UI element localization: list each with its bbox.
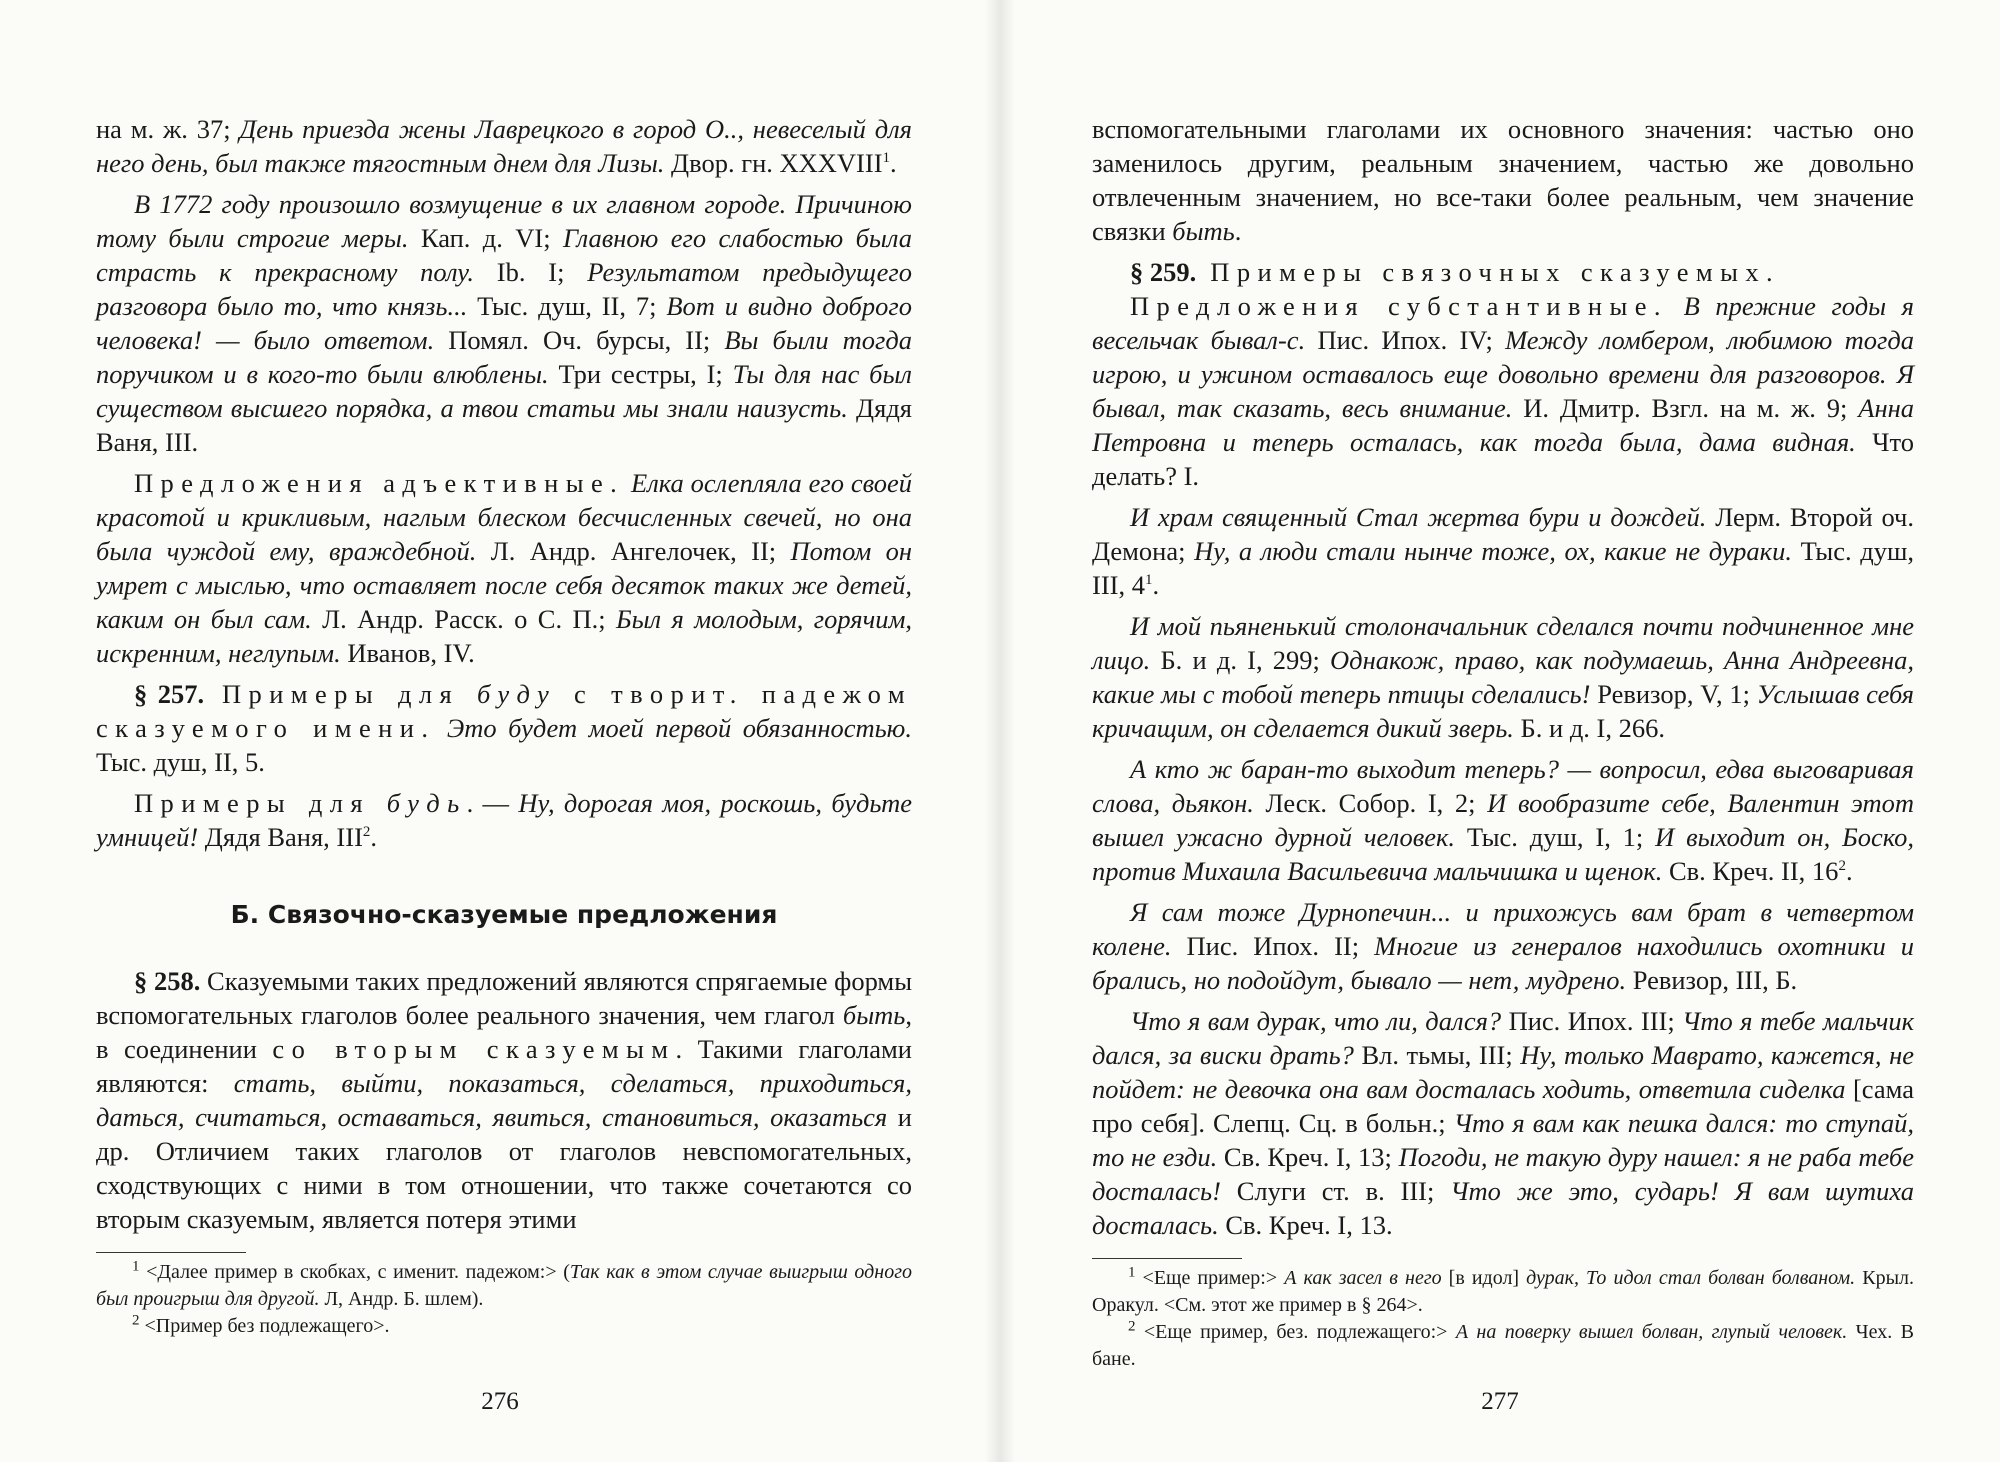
text-run: . Такими глаголами являются: bbox=[96, 1034, 912, 1098]
example-italic: День приезда жены Лаврецкого в город О.., невеселый для него день, был также тягостным днем для Лизы. bbox=[96, 114, 912, 178]
text-run: [в идол] bbox=[1441, 1267, 1527, 1289]
citation: Л. Андр. Ангелочек, II; bbox=[476, 536, 791, 566]
example-italic: А как засел в него bbox=[1284, 1267, 1442, 1289]
page-number: 277 bbox=[1481, 1388, 1519, 1415]
citation: Пис. Ипох. III; bbox=[1501, 1006, 1683, 1036]
example-italic: Потом он умрет с мыслью, что оставляет после себя десяток таких же детей, каким он был сам. bbox=[96, 536, 913, 634]
citation: Двор. гн. XXXVIII bbox=[664, 148, 883, 178]
section-heading: Б. Связочно-сказуемые предложения bbox=[230, 900, 778, 929]
citation: Кап. д. VI; bbox=[408, 223, 563, 253]
right-paragraph-1 bbox=[1092, 112, 1914, 248]
spaced-term: со вторым сказуемым bbox=[272, 1034, 676, 1064]
citation: Ревизор, III, Б. bbox=[1626, 965, 1798, 995]
citation: И. Дмитр. Взгл. на м. ж. 9; bbox=[1512, 393, 1859, 423]
example-italic: Главною его слабостью была страсть к прекрасному полу. bbox=[96, 223, 912, 287]
text-run: . bbox=[370, 822, 378, 852]
spaced-term: Предложения субстантивные. bbox=[1130, 291, 1668, 321]
citation: Тыс. душ, II, 7; bbox=[467, 291, 667, 321]
footnote-number: 1 bbox=[132, 1258, 140, 1275]
right-page bbox=[1000, 0, 2000, 1462]
footnote-2 bbox=[96, 1313, 912, 1340]
section-number: § 259. bbox=[1130, 257, 1197, 287]
footnote-ref: 1 bbox=[882, 150, 891, 167]
example-italic: И храм священный Стал жертва бури и дождей. bbox=[1130, 502, 1707, 532]
left-text-column bbox=[96, 112, 912, 1340]
right-paragraph-8 bbox=[1092, 1004, 1914, 1242]
section-number: § 257. bbox=[134, 679, 205, 709]
right-paragraph-7 bbox=[1092, 895, 1914, 997]
footnote-1 bbox=[1092, 1265, 1914, 1319]
example-italic: Однакож, право, как подумаешь, Анна Андреевна, какие мы с тобой теперь птицы сделались! bbox=[1092, 645, 1914, 709]
citation: Чех. В бане. bbox=[1092, 1321, 1914, 1370]
example-italic: В прежние годы я весельчак бывал-с. bbox=[1092, 291, 1914, 355]
example-italic: Так как в этом случае выигрыш одного был проигрыш для другой. bbox=[96, 1261, 912, 1310]
citation: Б. и д. I, 299; bbox=[1150, 645, 1331, 675]
citation: Крыл. Оракул. <См. этот же пример в § 264>. bbox=[1092, 1267, 1914, 1316]
footnote-1 bbox=[96, 1259, 912, 1313]
citation: Дядя Ваня, III bbox=[198, 822, 363, 852]
example-italic: Что же это, сударь! Я вам шутиха досталась. bbox=[1092, 1176, 1914, 1240]
citation: Тыс. душ, III, 4 bbox=[1092, 536, 1914, 600]
page-number: 276 bbox=[481, 1388, 519, 1415]
example-italic: Ну, а люди стали нынче тоже, ох, какие не дураки. bbox=[1194, 536, 1792, 566]
citation: Тыс. душ, II, 5. bbox=[96, 747, 265, 777]
example-italic: быть bbox=[842, 1000, 906, 1030]
text-run: . bbox=[1845, 856, 1853, 886]
citation: [сама про себя]. Слепц. Сц. в больн.; bbox=[1092, 1074, 1914, 1138]
text-run: <Пример без подлежащего>. bbox=[139, 1315, 390, 1337]
citation: Б. и д. I, 266. bbox=[1513, 713, 1666, 743]
citation: Дядя Ваня, III. bbox=[96, 393, 912, 457]
section-number: § 258. bbox=[134, 966, 201, 996]
citation: Иванов, IV. bbox=[340, 638, 475, 668]
example-italic: стать, выйти, показаться, сделаться, приходиться, даться, считаться, оставаться, явиться, становиться, оказаться bbox=[96, 1068, 912, 1132]
text-run: <Далее пример в скобках, с именит. падежом:> ( bbox=[139, 1261, 570, 1283]
example-italic: Это будет моей первой обязанностью. bbox=[435, 713, 912, 743]
footnote-ref: 1 bbox=[1144, 572, 1153, 589]
text-run: . bbox=[1152, 570, 1160, 600]
text-run: на м. ж. 37; bbox=[96, 114, 240, 144]
footnote-divider bbox=[1092, 1258, 1242, 1259]
spaced-term: Примеры для bbox=[134, 788, 387, 818]
text-run: . bbox=[1234, 216, 1242, 246]
citation: Помял. Оч. бурсы, II; bbox=[434, 325, 725, 355]
example-italic: Между ломбером, любимою тогда игрою, и ужином оставалось еще довольно времени для разговоров. Я бывал, так сказать, весь внимание. bbox=[1092, 325, 1914, 423]
example-italic: Ну, только Маврато, кажется, не пойдет: не девочка она вам досталась ходить, ответила сиделка bbox=[1092, 1040, 1914, 1104]
citation: Ib. I; bbox=[473, 257, 588, 287]
left-paragraph-5 bbox=[96, 786, 912, 854]
footnote-number: 1 bbox=[1128, 1264, 1136, 1281]
example-italic: будь bbox=[386, 788, 467, 818]
footnote-2 bbox=[1092, 1319, 1914, 1373]
example-italic: Услышав себя кричащим, он сделается дикий зверь. bbox=[1092, 679, 1914, 743]
example-italic: Что я тебе мальчик дался, за виски драть? bbox=[1092, 1006, 1914, 1070]
footnote-number: 2 bbox=[1128, 1318, 1136, 1335]
example-italic: Что я вам как пешка дался: то ступай, то не езди. bbox=[1092, 1108, 1914, 1172]
example-italic: Елка ослепляла его своей красотой и крикливым, наглым блеском бесчисленных свечей, но она была чуждой ему, враждебной. bbox=[96, 468, 912, 566]
citation: Слуги ст. в. III; bbox=[1220, 1176, 1451, 1206]
example-italic: Анна Петровна и теперь осталась, как тогда была, дама видная. bbox=[1092, 393, 1914, 457]
footnote-divider bbox=[96, 1252, 246, 1253]
example-italic: Я сам тоже Дурнопечин... и прихожусь вам брат в четвертом колене. bbox=[1092, 897, 1914, 961]
citation: Св. Креч. I, 13. bbox=[1218, 1210, 1393, 1240]
right-paragraph-5 bbox=[1092, 609, 1914, 745]
spaced-term: Примеры для bbox=[204, 679, 477, 709]
citation: Пис. Ипох. II; bbox=[1171, 931, 1375, 961]
text-run: . bbox=[890, 148, 897, 178]
example-italic: буду bbox=[476, 679, 557, 709]
citation: Вл. тьмы, III; bbox=[1353, 1040, 1521, 1070]
left-paragraph-3 bbox=[96, 466, 912, 670]
text-run: вспомогательными глаголами их основного значения: частью оно заменилось другим, реальным значением, частью же довольно отвлеченным значением, но все-таки более реальным, чем значение связки bbox=[1092, 114, 1914, 246]
example-italic: Погоди, не такую дуру нашел: я не раба тебе досталась! bbox=[1092, 1142, 1915, 1206]
citation: Л. Андр. Расск. о С. П.; bbox=[311, 604, 616, 634]
example-italic: Многие из генералов находились охотники и брались, но подойдут, бывало — нет, мудрено. bbox=[1092, 931, 1914, 995]
section-259 bbox=[1092, 255, 1914, 289]
book-gutter-shadow bbox=[985, 0, 1015, 1462]
example-italic: Вот и видно доброго человека! — было ответом. bbox=[96, 291, 912, 355]
right-paragraph-3 bbox=[1092, 289, 1914, 493]
footnote-ref: 2 bbox=[1838, 858, 1846, 875]
spaced-term: Предложения адъективные. bbox=[134, 468, 625, 498]
section-258 bbox=[96, 964, 912, 1236]
spaced-term: с творит. падежом сказуемого имени. bbox=[96, 679, 913, 743]
citation: Лерм. Второй оч. Демона; bbox=[1092, 502, 1914, 566]
right-paragraph-4 bbox=[1092, 500, 1914, 602]
example-italic: Был я молодым, горячим, искренним, неглупым. bbox=[96, 604, 912, 668]
section-257 bbox=[96, 677, 912, 779]
text-run: и др. Отличием таких глаголов от глаголов невспомогательных, сходствующих с ними в том отношении, что также сочетаются со вторым сказуемым, является потеря этими bbox=[96, 1102, 912, 1234]
example-italic: Результатом предыдущего разговора было то, что князь... bbox=[96, 257, 913, 321]
citation: Ревизор, V, 1; bbox=[1590, 679, 1757, 709]
example-italic: А кто ж баран-то выходит теперь? — вопросил, едва выговаривая слова, дьякон. bbox=[1092, 754, 1914, 818]
citation: Тыс. душ, I, 1; bbox=[1455, 822, 1656, 852]
example-italic: Вы были тогда поручиком и в кого-то были влюблены. bbox=[96, 325, 912, 389]
citation: Что делать? I. bbox=[1092, 427, 1914, 491]
right-text-column bbox=[1092, 112, 1914, 1373]
citation: Св. Креч. I, 13; bbox=[1217, 1142, 1399, 1172]
example-italic: В 1772 году произошло возмущение в их главном городе. Причиною тому были строгие меры. bbox=[96, 189, 912, 253]
example-italic: дурак, То идол стал болван болваном. bbox=[1526, 1267, 1856, 1289]
example-italic: быть bbox=[1172, 216, 1235, 246]
text-run: <Еще пример:> bbox=[1135, 1267, 1285, 1289]
right-paragraph-6 bbox=[1092, 752, 1914, 888]
example-italic: И вообразите себе, Валентин этот вышел ужасно дурной человек. bbox=[1092, 788, 1914, 852]
citation: Три сестры, I; bbox=[548, 359, 733, 389]
example-italic: Ты для нас был существом высшего порядка, а твои статьи мы знали наизусть. bbox=[96, 359, 912, 423]
text-run: Сказуемыми таких предложений являются спрягаемые формы вспомогательных глаголов более реального значения, чем глагол bbox=[96, 966, 913, 1030]
example-italic: А на поверку вышел болван, глупый человек. bbox=[1455, 1321, 1848, 1343]
citation: Пис. Ипох. IV; bbox=[1305, 325, 1506, 355]
example-italic: И выходит он, Боско, против Михаила Васильевича мальчишка и щенок. bbox=[1092, 822, 1914, 886]
left-paragraph-2 bbox=[96, 187, 912, 459]
left-paragraph-1 bbox=[96, 112, 912, 180]
example-italic: И мой пьяненький столоначальник сделался почти подчиненное мне лицо. bbox=[1092, 611, 1914, 675]
text-run: <Еще пример, без. подлежащего:> bbox=[1135, 1321, 1456, 1343]
footnote-ref: 2 bbox=[362, 824, 371, 841]
example-italic: Что я вам дурак, что ли, дался? bbox=[1130, 1006, 1502, 1036]
example-italic: Ну, дорогая моя, роскошь, будьте умницей! bbox=[96, 788, 912, 852]
text-run: , в соединении bbox=[96, 1000, 912, 1064]
footnote-number: 2 bbox=[132, 1312, 140, 1329]
spaced-term: Примеры связочных сказуемых. bbox=[1196, 257, 1781, 287]
citation: Леск. Собор. I, 2; bbox=[1253, 788, 1488, 818]
citation: Св. Креч. II, 16 bbox=[1662, 856, 1839, 886]
citation: Л, Андр. Б. шлем). bbox=[319, 1288, 484, 1310]
text-run: . — bbox=[466, 788, 519, 818]
